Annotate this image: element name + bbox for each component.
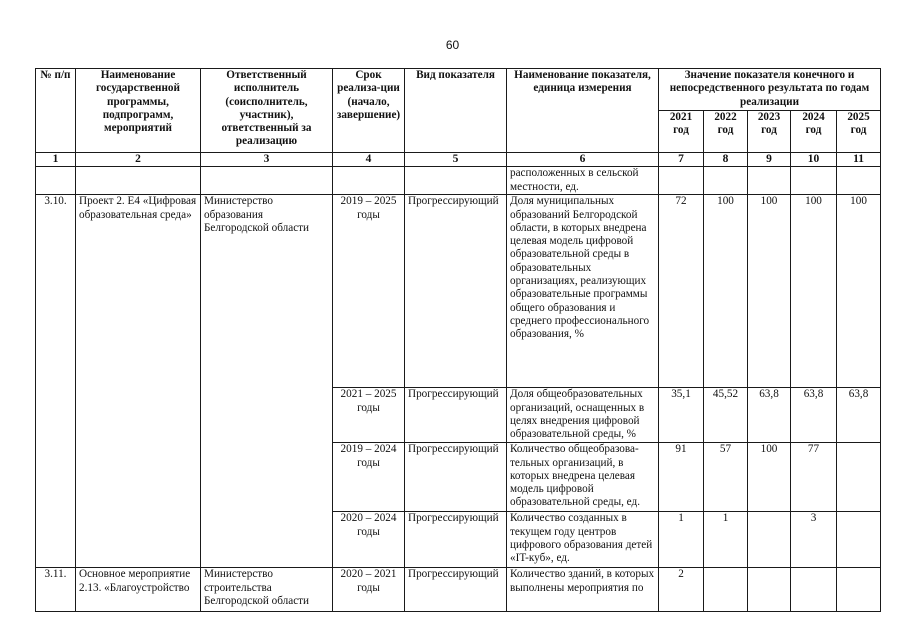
col-number: 9 [748,153,791,167]
col-number: 4 [333,153,405,167]
indicator-name: Доля муниципальных образований Белгородской области, в которых внедрена целевая модель цифровой образовательной среды в образовательных организациях, реализующих образовательные программы общего образования и среднего профессионального образования, % [507,195,659,388]
indicator-type: Прогрессирующий [405,568,507,612]
value-2022: 57 [704,443,748,512]
indicator-name: Количество общеобразова-тельных организаций, в которых внедрена целевая модель цифровой образовательной среды, ед. [507,443,659,512]
header-indicator-name: Наименование показателя, единица измерения [507,69,659,153]
table-row [36,568,881,612]
value-2021: 1 [659,512,704,568]
indicator-type: Прогрессирующий [405,388,507,443]
value-2023 [748,568,791,612]
value-2021: 2 [659,568,704,612]
value-2022: 1 [704,512,748,568]
header-year-2021: 2021 год [659,111,704,153]
header-year-2023: 2023 год [748,111,791,153]
value-2024: 100 [791,195,837,388]
period: 2021 – 2025 годы [333,388,405,443]
col-number: 2 [76,153,201,167]
row-num: 3.11. [36,568,76,612]
executor-name: Министерство образования Белгородской области [201,195,333,568]
col-number: 7 [659,153,704,167]
value-2024 [791,568,837,612]
value-2021: 72 [659,195,704,388]
header-year-2025: 2025 год [837,111,881,153]
value-2021: 91 [659,443,704,512]
value-2024: 3 [791,512,837,568]
header-executor: Ответственный исполнитель (соисполнитель, участник), ответственный за реализацию [201,69,333,153]
indicator-continuation: расположенных в сельской местности, ед. [507,167,659,195]
header-indicator-type: Вид показателя [405,69,507,153]
indicator-name: Количество зданий, в которых выполнены мероприятия по [507,568,659,612]
col-number: 5 [405,153,507,167]
value-2022: 100 [704,195,748,388]
col-number: 10 [791,153,837,167]
col-number: 6 [507,153,659,167]
value-2025 [837,568,881,612]
col-number: 1 [36,153,76,167]
page-number: 60 [445,38,460,52]
header-num: № п/п [36,69,76,153]
period: 2020 – 2021 годы [333,568,405,612]
value-2023: 100 [748,443,791,512]
value-2023: 63,8 [748,388,791,443]
indicator-type: Прогрессирующий [405,195,507,388]
value-2021: 35,1 [659,388,704,443]
col-number: 8 [704,153,748,167]
row-num: 3.10. [36,195,76,568]
indicator-name: Доля общеобразовательных организаций, оснащенных в целях внедрения цифровой образовательной среды, % [507,388,659,443]
program-name: Основное мероприятие 2.13. «Благоустройство [76,568,201,612]
executor-name: Министерство строительства Белгородской области [201,568,333,612]
table-row [36,195,881,388]
header-values-group: Значение показателя конечного и непосредственного результата по годам реализации [659,69,881,111]
indicator-type: Прогрессирующий [405,512,507,568]
indicator-name: Количество созданных в текущем году центров цифрового образования детей «IT-куб», ед. [507,512,659,568]
period: 2020 – 2024 годы [333,512,405,568]
indicators-table [35,68,881,612]
value-2025 [837,512,881,568]
value-2022: 45,52 [704,388,748,443]
col-number: 3 [201,153,333,167]
value-2025: 100 [837,195,881,388]
value-2023 [748,512,791,568]
header-program: Наименование государственной программы, подпрограмм, мероприятий [76,69,201,153]
value-2025 [837,443,881,512]
value-2025: 63,8 [837,388,881,443]
col-number: 11 [837,153,881,167]
value-2023: 100 [748,195,791,388]
period: 2019 – 2025 годы [333,195,405,388]
header-period: Срок реализа-ции (начало, завершение) [333,69,405,153]
value-2024: 63,8 [791,388,837,443]
value-2022 [704,568,748,612]
header-year-2022: 2022 год [704,111,748,153]
value-2024: 77 [791,443,837,512]
program-name: Проект 2. Е4 «Цифровая образовательная среда» [76,195,201,568]
indicator-type: Прогрессирующий [405,443,507,512]
period: 2019 – 2024 годы [333,443,405,512]
header-year-2024: 2024 год [791,111,837,153]
table-row [36,167,881,195]
